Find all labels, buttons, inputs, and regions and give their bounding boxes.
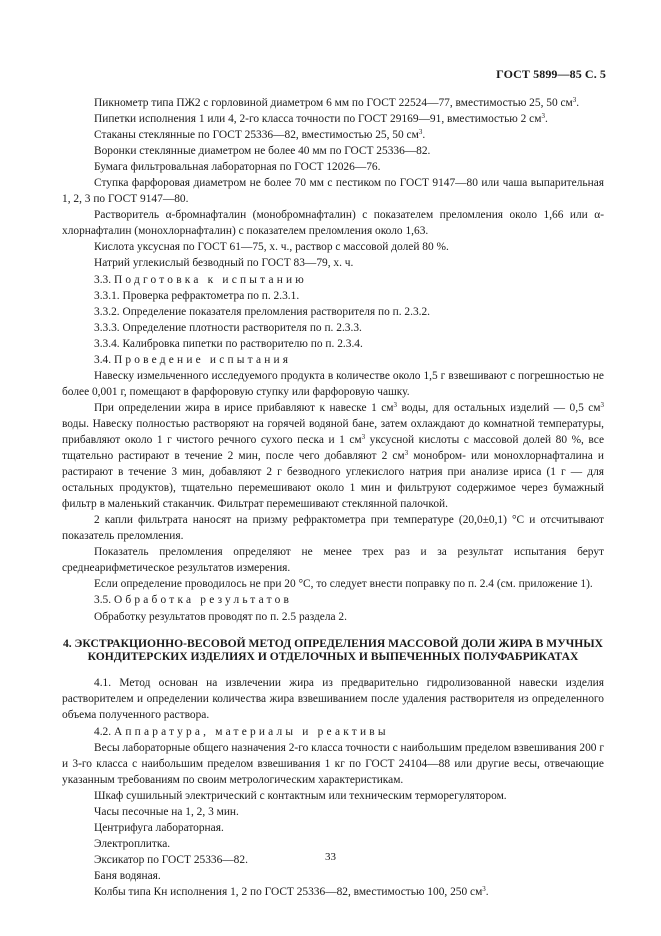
paragraph: Обработку результатов проводят по п. 2.5 раздела 2. — [94, 610, 347, 623]
paragraph: Если определение проводилось не при 20 °С, то следует внести поправку по п. 2.4 (см. приложение 1). — [94, 578, 593, 591]
section-title: 4. ЭКСТРАКЦИОННО-ВЕСОВОЙ МЕТОД ОПРЕДЕЛЕНИЯ МАССОВОЙ ДОЛИ ЖИРА В МУЧНЫХ КОНДИТЕРСКИХ ИЗДЕЛИЯХ И ОТДЕЛОЧНЫХ И ВЫПЕЧЕННЫХ ПОЛУФАБРИКАТАХ — [62, 636, 604, 663]
paragraph: Воронки стеклянные диаметром не более 40 мм по ГОСТ 25336—82. — [94, 145, 431, 158]
paragraph: Кислота уксусная по ГОСТ 61—75, х. ч., раствор с массовой долей 80 %. — [94, 241, 449, 254]
subsection-number: 3.4. — [94, 353, 112, 366]
subsection-heading-4-2 — [62, 724, 604, 740]
paragraph: Стаканы стеклянные по ГОСТ 25336—82, вместимостью 25, 50 $см^3$. — [94, 128, 426, 142]
paragraph: Пикнометр типа ПЖ2 с горловиной диаметром 6 мм по ГОСТ 22524—77, вместимостью 25, 50 $см^3$. — [94, 96, 580, 109]
paragraph: Центрифуга лабораторная. — [94, 821, 224, 834]
paragraph: При определении жира в ирисе прибавляют к навеске 1 $см^3$ воды, для остальных изделий — 0,5 $см^3$ воды. Навеску полностью растворяют на горячей водяной бане, затем охлаждают до комнатной температуры, прибавляют около 1 г чистого речного сухого песка и 1 $см^3$ уксусной кислоты с массовой долей 80 %, все тщательно растирают в течение 2 мин, после чего добавляют 2 $см^3$ монобром- или монохлорнафталина и растирают в течение 3 мин, добавляют 2 г безводного углекислого натрия при анализе ириса (1 г — для остальных продуктов), тщательно перемешивают около 1 мин и фильтруют содержимое через бумажный фильтр в маленький стаканчик. Фильтрат перемешивают стеклянной палочкой. — [62, 400, 604, 511]
subsection-title: Аппаратура, материалы и реактивы — [113, 725, 389, 738]
subsection-number: 3.5. — [94, 594, 112, 607]
paragraph: Пипетки исполнения 1 или 4, 2-го класса точности по ГОСТ 29169—91, вместимостью 2 $см^3$. — [94, 112, 548, 126]
paragraph: Навеску измельченного исследуемого продукта в количестве около 1,5 г взвешивают с погрешностью не более 0,001 г, помещают в фарфоровую ступку или фарфоровую чашку. — [62, 369, 604, 398]
list-item: 3.3.2. Определение показателя преломления растворителя по п. 2.3.2. — [94, 305, 431, 318]
subsection-title: Обработка результатов — [113, 594, 293, 607]
paragraph: Электроплитка. — [94, 837, 171, 850]
subsection-heading-3-5 — [62, 592, 604, 608]
paragraph: Эксикатор по ГОСТ 25336—82. — [94, 853, 248, 866]
paragraph: Часы песочные на 1, 2, 3 мин. — [94, 805, 239, 818]
paragraph: Показатель преломления определяют не менее трех раз и за результат испытания берут среднеарифметическое результатов измерения. — [62, 546, 604, 575]
subsection-heading-3-3 — [62, 272, 604, 288]
subsection-title: Подготовка к испытанию — [113, 273, 307, 286]
page-content — [62, 95, 604, 900]
paragraph: Бумага фильтровальная лабораторная по ГОСТ 12026—76. — [94, 161, 381, 174]
list-item: 3.3.1. Проверка рефрактометра по п. 2.3.1. — [94, 289, 300, 302]
subsection-number: 4.2. — [94, 725, 112, 738]
paragraph: Ступка фарфоровая диаметром не более 70 мм с пестиком по ГОСТ 9147—80 или чаша выпарительная 1, 2, 3 по ГОСТ 9147—80. — [62, 177, 604, 206]
paragraph: 2 капли фильтрата наносят на призму рефрактометра при температуре (20,0±0,1) °С и отсчитывают показатель преломления. — [62, 514, 604, 543]
paragraph: Весы лабораторные общего назначения 2-го класса точности с наибольшим пределом взвешивания 200 г и 3-го класса с наибольшим пределом взвешивания 1 кг по ГОСТ 24104—88 или другие весы, отвечающие указанным требованиям по своим метрологическим характеристикам. — [62, 741, 604, 786]
paragraph: Баня водяная. — [94, 869, 161, 882]
page-number: 33 — [325, 851, 336, 863]
paragraph: Натрий углекислый безводный по ГОСТ 83—79, х. ч. — [94, 257, 354, 270]
paragraph: 4.1. Метод основан на извлечении жира из предварительно гидролизованной навески изделия растворителем и определении количества жира взвешиванием после удаления растворителя из определенного объема полученного раствора. — [62, 677, 604, 722]
paragraph: Колбы типа Кн исполнения 1, 2 по ГОСТ 25336—82, вместимостью 100, 250 $см^3$. — [94, 884, 489, 898]
paragraph: Растворитель α-бромнафталин (монобромнафталин) с показателем преломления около 1,66 или α-хлорнафталин (монохлорнафталин) с показателем преломления около 1,63. — [62, 209, 604, 238]
list-item: 3.3.3. Определение плотности растворителя по п. 2.3.3. — [94, 321, 362, 334]
list-item: 3.3.4. Калибровка пипетки по растворителю по п. 2.3.4. — [94, 337, 363, 350]
subsection-number: 3.3. — [94, 273, 112, 286]
page-header: ГОСТ 5899—85 С. 5 — [496, 67, 606, 81]
subsection-heading-3-4 — [62, 352, 604, 368]
subsection-title: Проведение испытания — [113, 353, 292, 366]
paragraph: Шкаф сушильный электрический с контактным или техническим терморегулятором. — [94, 789, 507, 802]
